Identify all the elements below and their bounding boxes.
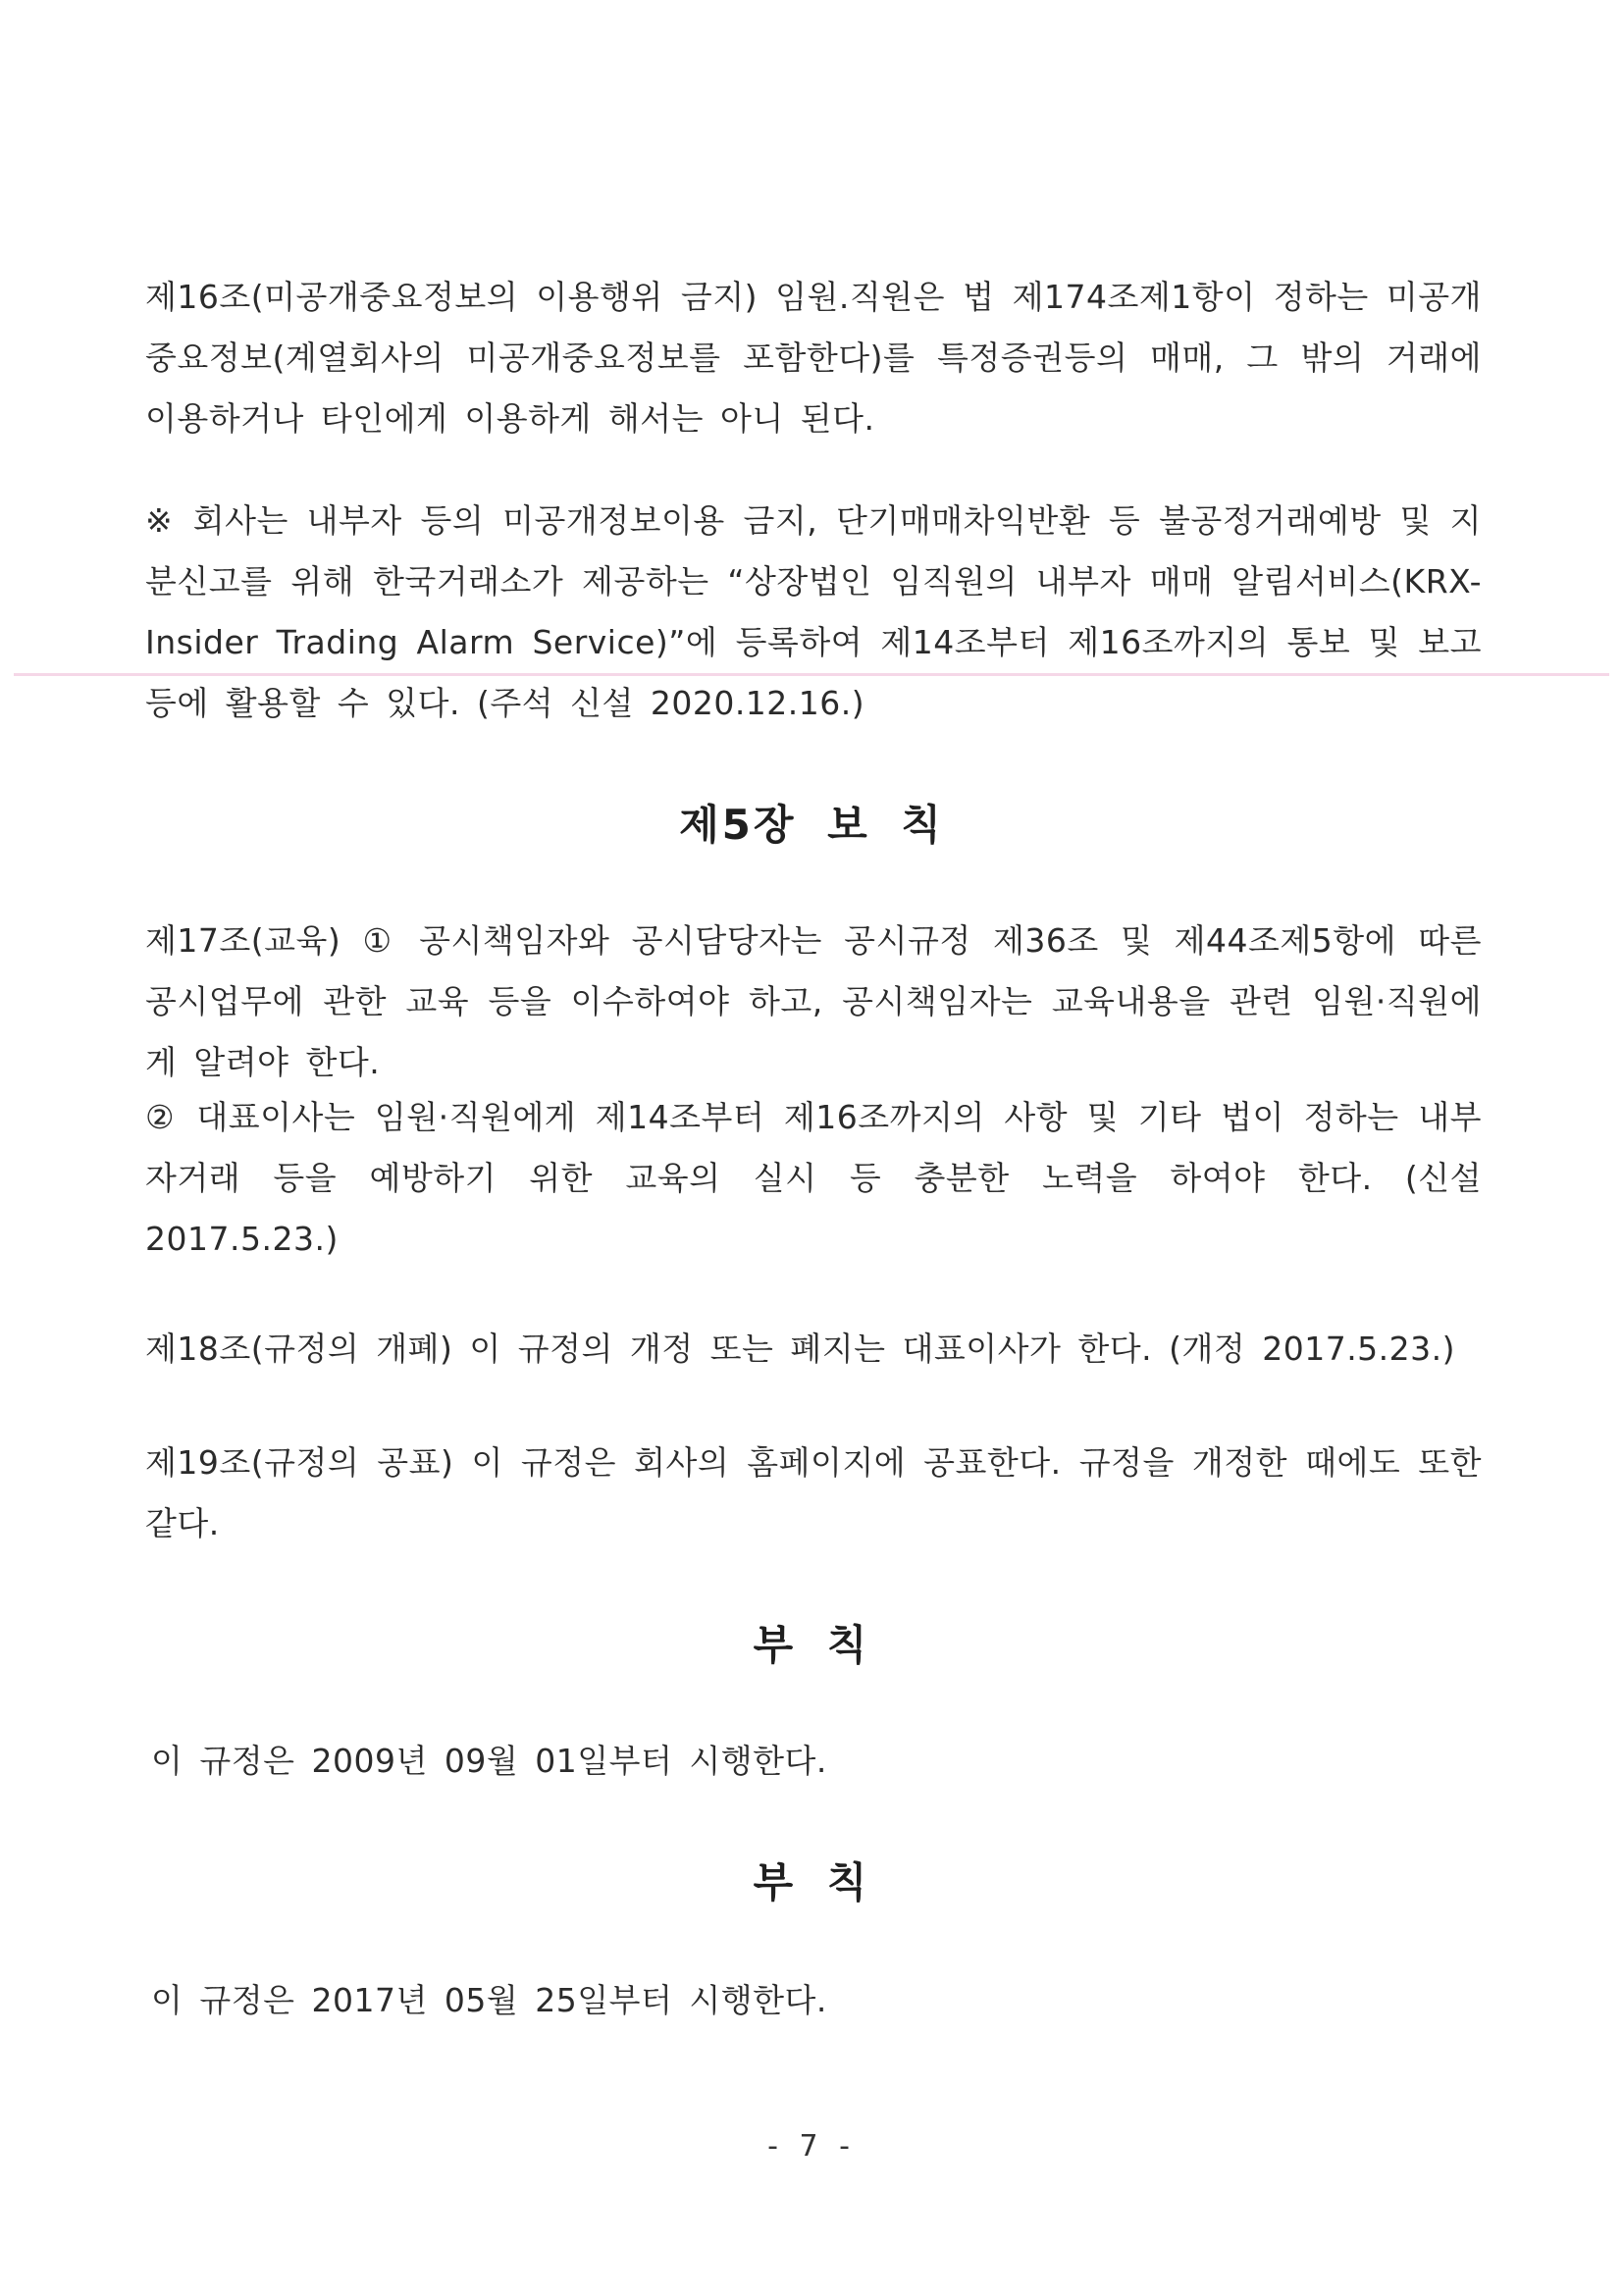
article-16-paragraph: 제16조(미공개중요정보의 이용행위 금지) 임원.직원은 법 제174조제1항이 정하는 미공개중요정보(계열회사의 미공개중요정보를 포함한다)를 특정증권등의 매매, 그 밖의 거래에 이용하거나 타인에게 이용하게 해서는 아니 된다. bbox=[145, 278, 1482, 438]
addendum-2-heading: 부 칙 bbox=[753, 1858, 870, 1906]
kr-insider-note-paragraph: ※ 회사는 내부자 등의 미공개정보이용 금지, 단기매매차익반환 등 불공정거래예방 및 지분신고를 위해 한국거래소가 제공하는 “상장법인 임직원의 내부자 매매 알림서비스(KRX-Insider Trading Alarm Service)”에 등록하여 제14조부터 제16조까지의 통보 및 보고 등에 활용할 수 있다. (주석 신설 2020.12.16.) bbox=[145, 501, 1482, 722]
page-number: - 7 - bbox=[767, 2129, 856, 2164]
addendum-1-heading: 부 칙 bbox=[753, 1621, 870, 1669]
article-17-paragraph-2: ② 대표이사는 임원·직원에게 제14조부터 제16조까지의 사항 및 기타 법이 정하는 내부자거래 등을 예방하기 위한 교육의 실시 등 충분한 노력을 하여야 한다. (신설 2017.5.23.) bbox=[145, 1098, 1482, 1258]
addendum-1-text: 이 규정은 2009년 09월 01일부터 시행한다. bbox=[151, 1742, 827, 1780]
chapter-5-heading: 제5장 보 칙 bbox=[679, 801, 944, 849]
article-18-paragraph: 제18조(규정의 개폐) 이 규정의 개정 또는 폐지는 대표이사가 한다. (개정 2017.5.23.) bbox=[145, 1330, 1456, 1368]
article-17-paragraph-1: 제17조(교육) ① 공시책임자와 공시담당자는 공시규정 제36조 및 제44조제5항에 따른 공시업무에 관한 교육 등을 이수하여야 하고, 공시책임자는 교육내용을 관련 임원·직원에게 알려야 한다. bbox=[145, 921, 1482, 1081]
scan-artifact-line bbox=[14, 673, 1609, 676]
article-19-paragraph: 제19조(규정의 공표) 이 규정은 회사의 홈페이지에 공표한다. 규정을 개정한 때에도 또한 같다. bbox=[145, 1443, 1482, 1542]
addendum-2-text: 이 규정은 2017년 05월 25일부터 시행한다. bbox=[151, 1981, 827, 2019]
